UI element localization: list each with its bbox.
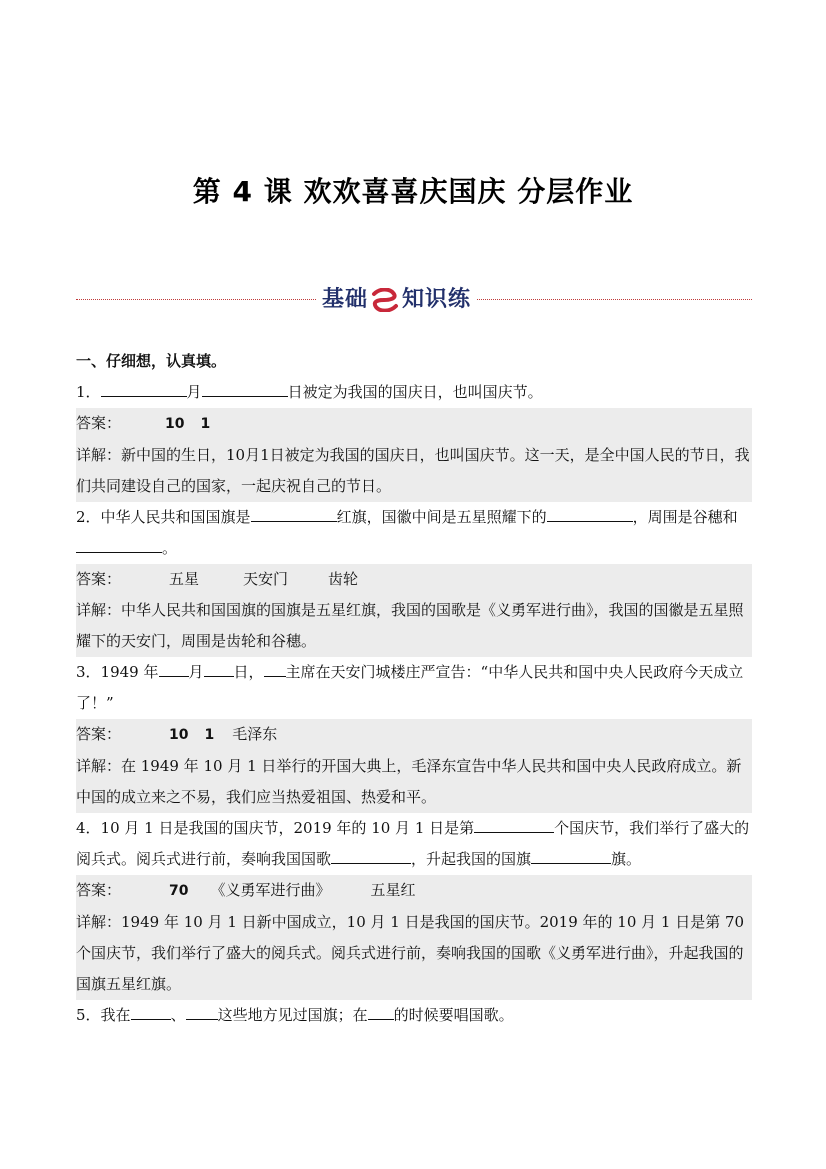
answer-blank[interactable] — [76, 536, 162, 553]
answer-blank[interactable] — [531, 847, 611, 864]
banner-divider-left — [76, 299, 316, 300]
answer-line: 答案： 10 1 — [76, 414, 211, 432]
question-3: 3．1949 年 月 日， 主席在天安门城楼庄严宣告：“中华人民共和国中央人民政府今天成立了！” — [76, 657, 752, 719]
answer-blank[interactable] — [186, 1003, 218, 1020]
answer-line: 答案： 五星 天安门 齿轮 — [76, 570, 359, 588]
answer-line: 答案： 10 1 毛泽东 — [76, 725, 278, 743]
answer-blank[interactable] — [474, 816, 554, 833]
answer-blank[interactable] — [131, 1003, 171, 1020]
banner-label-right: 知识练 — [402, 287, 472, 312]
answer-block-2 — [76, 564, 752, 657]
section-banner — [76, 280, 752, 316]
answer-blank[interactable] — [159, 660, 189, 677]
answer-blank[interactable] — [264, 660, 286, 677]
explanation: 详解：中华人民共和国国旗的国旗是五星红旗，我国的国歌是《义勇军进行曲》，我国的国徽是五星照耀下的天安门，周围是齿轮和谷穗。 — [76, 601, 744, 650]
question-5: 5．我在 、 这些地方见过国旗；在 的时候要唱国歌。 — [76, 1000, 752, 1031]
answer-blank[interactable] — [251, 505, 337, 522]
answer-block-1 — [76, 408, 752, 502]
question-4: 4．10 月 1 日是我国的国庆节，2019 年的 10 月 1 日是第 个国庆节，我们举行了盛大的阅兵式。阅兵式进行前，奏响我国国歌 ，升起我国的国旗 旗。 — [76, 813, 752, 875]
answer-blank[interactable] — [331, 847, 411, 864]
question-number: 1． — [76, 383, 101, 401]
banner-text — [322, 282, 471, 313]
question-2: 2．中华人民共和国国旗是 红旗，国徽中间是五星照耀下的 ，周围是谷穗和。 — [76, 502, 752, 564]
exercise-content — [76, 347, 752, 1031]
banner-label-left: 基础 — [322, 287, 369, 312]
question-1: 1． 月 日被定为我国的国庆日，也叫国庆节。 — [76, 377, 752, 408]
answer-blank[interactable] — [204, 660, 234, 677]
page-title: 第 4 课 欢欢喜喜庆国庆 分层作业 — [192, 175, 634, 208]
explanation: 详解：1949 年 10 月 1 日新中国成立，10 月 1 日是我国的国庆节。2019 年的 10 月 1 日是第 70 个国庆节，我们举行了盛大的阅兵式。阅兵式进行前，奏响我国的国歌《义勇军进行曲》，升起我国的国旗五星红旗。 — [76, 913, 745, 993]
answer-blank[interactable] — [547, 505, 633, 522]
answer-block-3 — [76, 719, 752, 813]
explanation: 详解：在 1949 年 10 月 1 日举行的开国大典上，毛泽东宣告中华人民共和国中央人民政府成立。新中国的成立来之不易，我们应当热爱祖国、热爱和平。 — [76, 757, 742, 806]
section-heading: 一、仔细想，认真填。 — [76, 352, 227, 370]
explanation: 详解：新中国的生日，10月1日被定为我国的国庆日，也叫国庆节。这一天，是全中国人民的节日，我们共同建设自己的国家，一起庆祝自己的节日。 — [76, 446, 750, 495]
answer-line: 答案： 70 《义勇军进行曲》 五星红 — [76, 881, 416, 899]
banner-divider-right — [477, 299, 752, 300]
swirl-icon — [370, 288, 400, 312]
answer-blank[interactable] — [101, 380, 187, 397]
answer-block-4 — [76, 875, 752, 1000]
answer-blank[interactable] — [368, 1003, 394, 1020]
answer-blank[interactable] — [202, 380, 288, 397]
